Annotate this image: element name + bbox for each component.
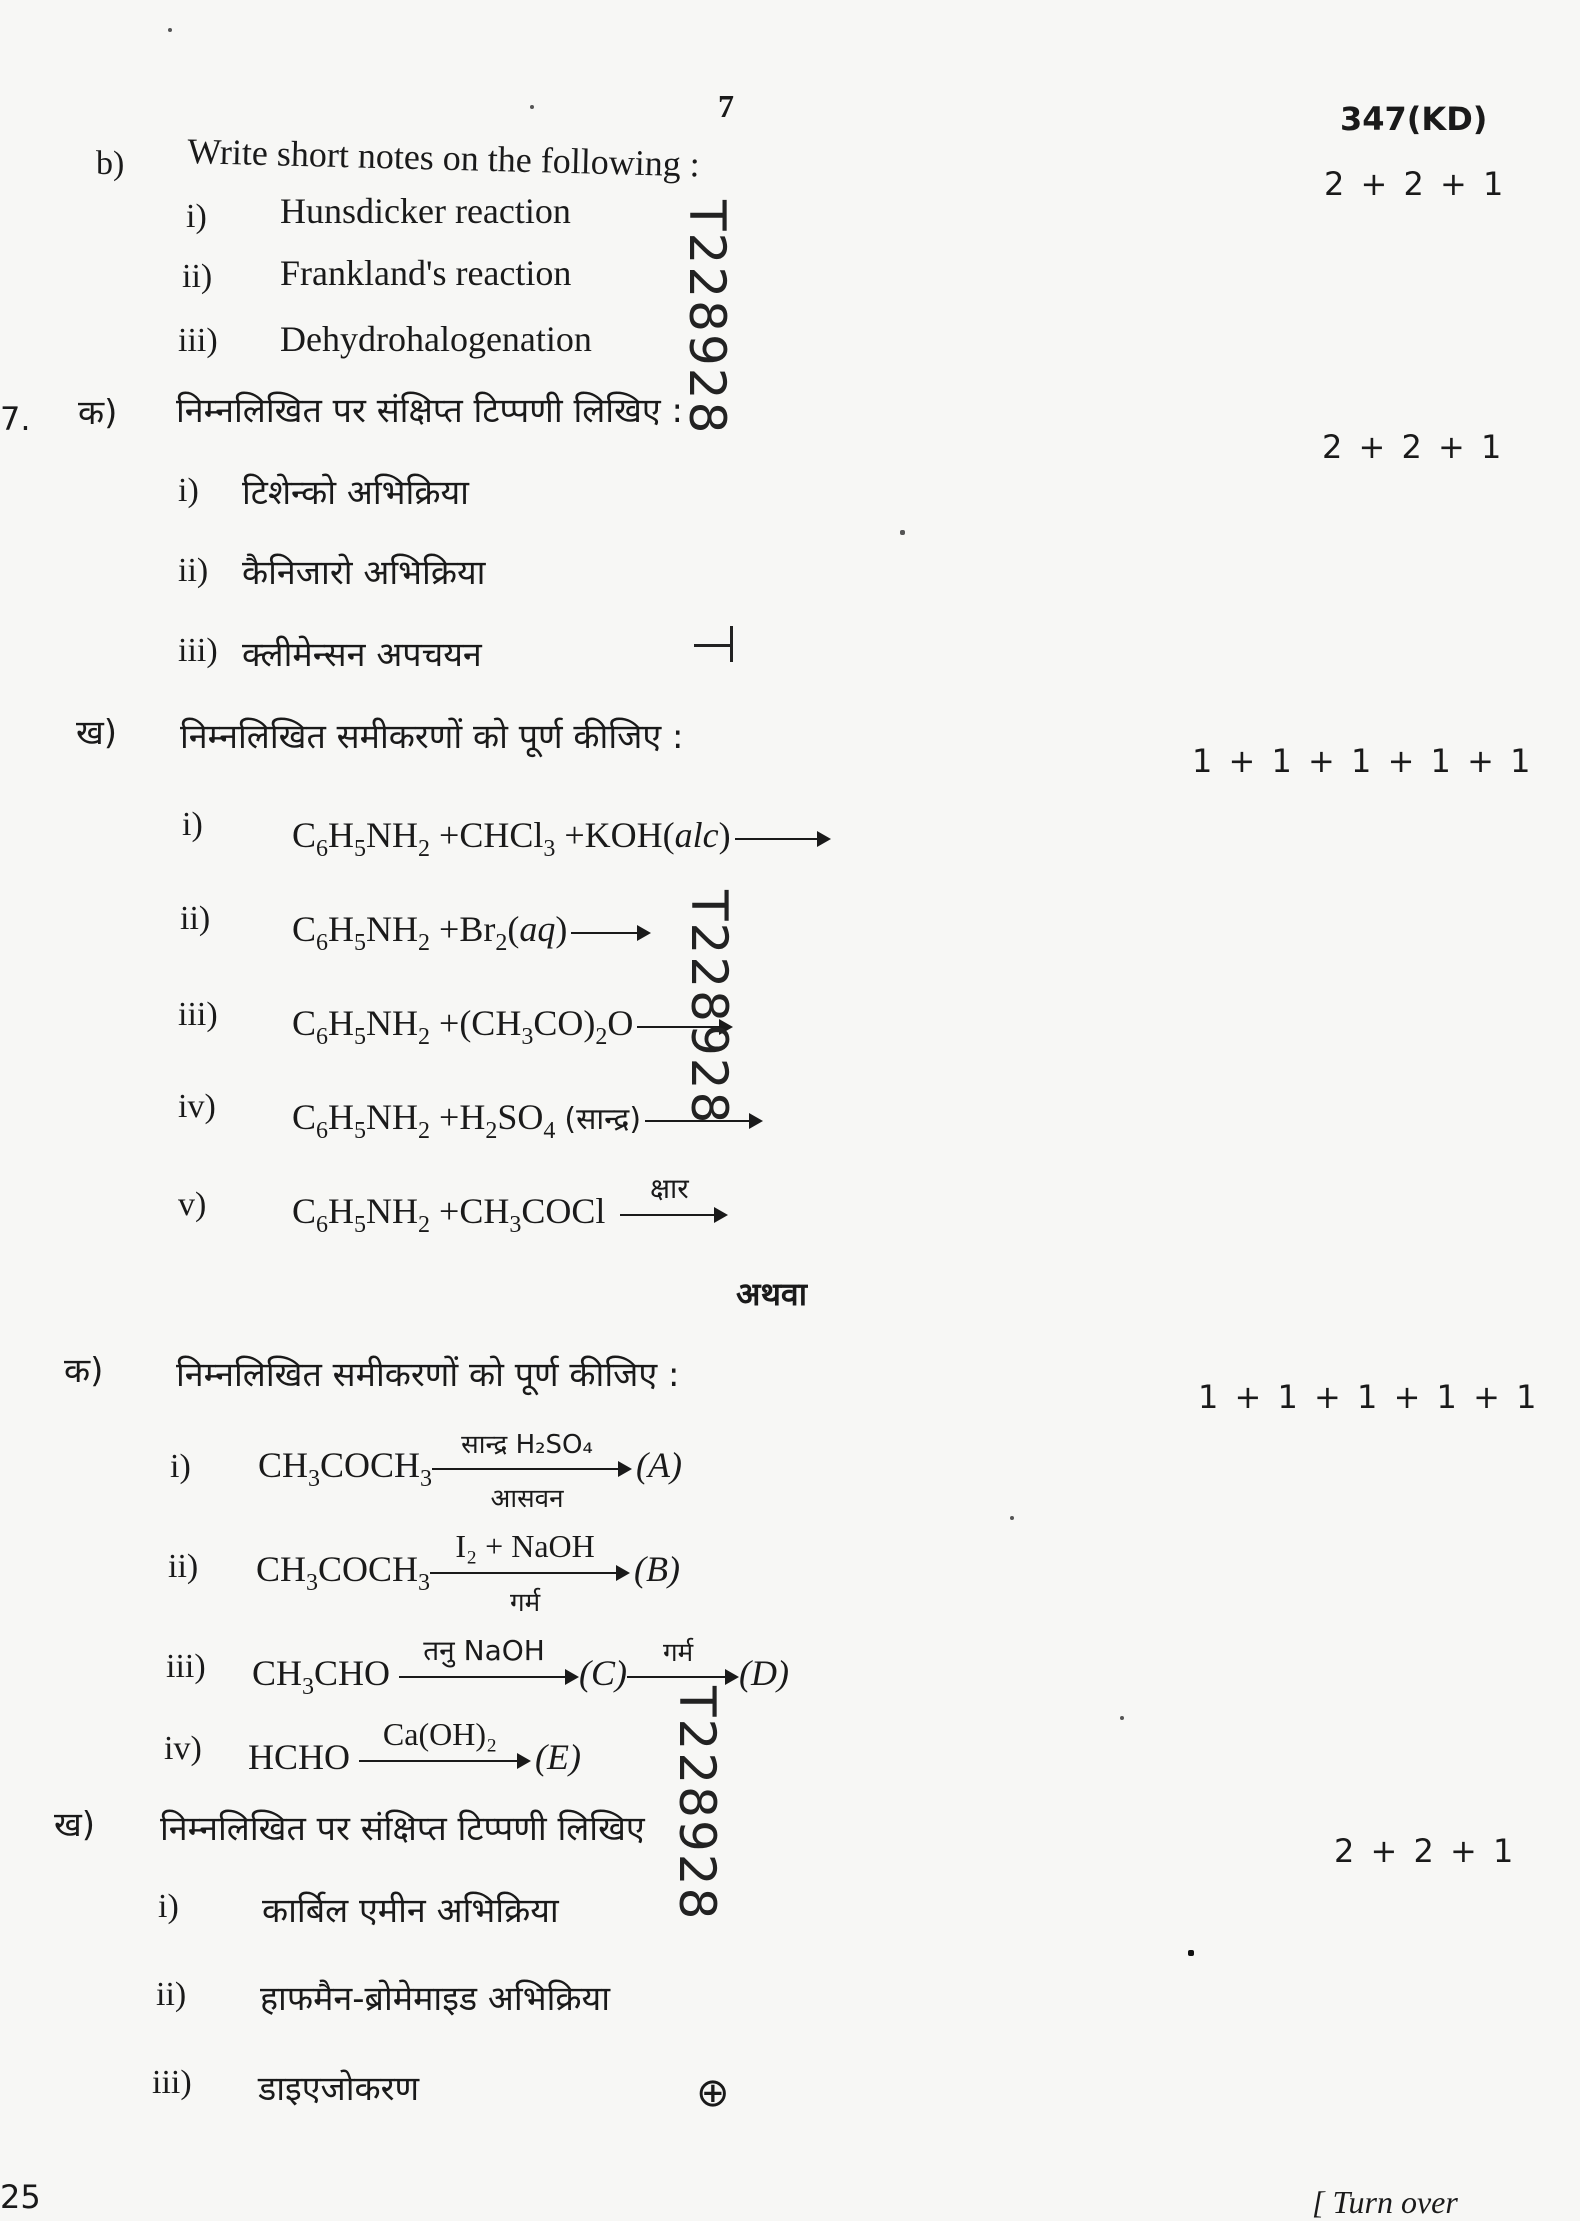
question-number: 7. [0,400,31,438]
footer-code: 25 [0,2178,41,2216]
serial-watermark: T228928 [678,200,736,436]
equation: C 6 H 5 NH 2 +CHCl 3 +KOH( alc ) [292,814,831,856]
equation: CH 3 COCH 3 I₂ + NaOH गर्म (B) [256,1528,681,1618]
section3-marks: 1 + 1 + 1 + 1 + 1 [1192,742,1534,780]
section1-marks: 2 + 2 + 1 [1324,165,1507,203]
reaction-arrow [571,925,651,941]
section4-item-num: i) [170,1448,191,1485]
product-label: (A) [636,1445,683,1485]
speck [1120,1716,1124,1720]
section1-item-text: Dehydrohalogenation [280,319,592,359]
section1-label: b) [96,145,125,182]
equation: HCHO Ca(OH)₂ (E) [248,1716,581,1777]
section2-marks: 2 + 2 + 1 [1322,428,1505,466]
condition-label: गर्म [509,1588,541,1618]
product-label: (C) [579,1653,628,1693]
section5-item-text: डाइएजोकरण [258,2069,420,2109]
section3-label: ख) [76,713,118,753]
section1-item-num: i) [186,198,207,235]
product-label: (E) [535,1737,581,1777]
speck [900,530,905,535]
section3-item-num: iv) [178,1088,216,1125]
section3-item-num: iii) [178,996,218,1033]
condition-label: गर्म [662,1638,694,1668]
equation: C 6 H 5 NH 2 +H 2 SO 4 (सान्द्र) [292,1096,763,1138]
section4-item-num: iii) [166,1648,206,1685]
section2-item-num: i) [178,472,199,509]
section1-item-text: Hunsdicker reaction [280,191,571,231]
section4-instruction: निम्नलिखित समीकरणों को पूर्ण कीजिए : [176,1355,680,1395]
section5-item-text: कार्बिल एमीन अभिक्रिया [262,1891,559,1931]
equation: CH 3 CHO तनु NaOH (C) गर्म (D) [252,1652,789,1694]
alkali-label: क्षार [649,1172,689,1205]
section5-item-text: हाफमैन-ब्रोमेमाइड अभिक्रिया [260,1979,611,2019]
section1-item-num: ii) [182,258,213,295]
product-label: (D) [739,1653,790,1693]
section5-item-num: i) [158,1888,179,1925]
condition-label: आसवन [490,1484,564,1514]
equation: C 6 H 5 NH 2 +(CH 3 CO) 2 O [292,1002,733,1044]
reagent-label: तनु NaOH [423,1634,545,1667]
section2-instruction: निम्नलिखित पर संक्षिप्त टिप्पणी लिखिए : [176,391,683,431]
reagent-label: Ca(OH)₂ [382,1716,498,1752]
paper-code: 347(KD) [1340,100,1488,138]
section5-marks: 2 + 2 + 1 [1334,1832,1517,1870]
section5-item-num: iii) [152,2064,192,2101]
section2-item-text: टिशेन्को अभिक्रिया [242,473,469,513]
turn-over: [ Turn over [1312,2184,1458,2220]
reaction-arrow [735,831,831,847]
section3-item-num: ii) [180,900,211,937]
registration-mark-icon: ⊕ [696,2070,730,2116]
section5-item-num: ii) [156,1976,187,2013]
section3-item-num: i) [182,806,203,843]
equation: CH 3 COCH 3 सान्द्र H₂SO₄ आसवन (A) [258,1444,682,1486]
section5-instruction: निम्नलिखित पर संक्षिप्त टिप्पणी लिखिए [160,1809,645,1849]
section2-item-text: क्लीमेन्सन अपचयन [242,635,482,675]
section5-label: ख) [54,1805,96,1845]
reagent-label: I₂ + NaOH [455,1528,595,1564]
concentrated-label: (सान्द्र) [564,1102,642,1137]
section2-item-num: ii) [178,552,209,589]
section1-item-text: Frankland's reaction [280,253,572,293]
reaction-arrow [627,1638,739,1685]
section2-item-num: iii) [178,632,218,669]
speck [1188,1950,1194,1956]
equation: C 6 H 5 NH 2 +CH 3 COCl क्षार [292,1190,728,1232]
section3-item-num: v) [178,1186,207,1223]
section4-label: क) [64,1351,104,1391]
reaction-arrow [432,1430,632,1514]
reaction-arrow [359,1716,531,1769]
reaction-arrow [620,1172,728,1223]
speck [530,105,534,109]
section4-marks: 1 + 1 + 1 + 1 + 1 [1198,1378,1540,1416]
tick-mark [694,644,732,647]
section1-instruction: Write short notes on the following : [186,130,701,185]
speck [1010,1516,1014,1520]
equation: C 6 H 5 NH 2 +Br 2 ( aq ) [292,908,651,950]
speck [168,28,172,32]
page-number: 7 [718,88,734,124]
reagent-label: सान्द्र H₂SO₄ [461,1430,593,1460]
section2-label: क) [78,393,118,433]
product-label: (B) [634,1549,681,1589]
reaction-arrow [430,1528,630,1618]
reaction-arrow [399,1634,579,1685]
section1-item-num: iii) [178,322,218,359]
section4-item-num: iv) [164,1730,202,1767]
section3-instruction: निम्नलिखित समीकरणों को पूर्ण कीजिए : [180,717,684,757]
section2-item-text: कैनिजारो अभिक्रिया [242,553,486,593]
or-separator: अथवा [736,1275,807,1313]
serial-watermark: T228928 [680,890,738,1126]
section4-item-num: ii) [168,1548,199,1585]
serial-watermark: T228928 [668,1686,726,1922]
